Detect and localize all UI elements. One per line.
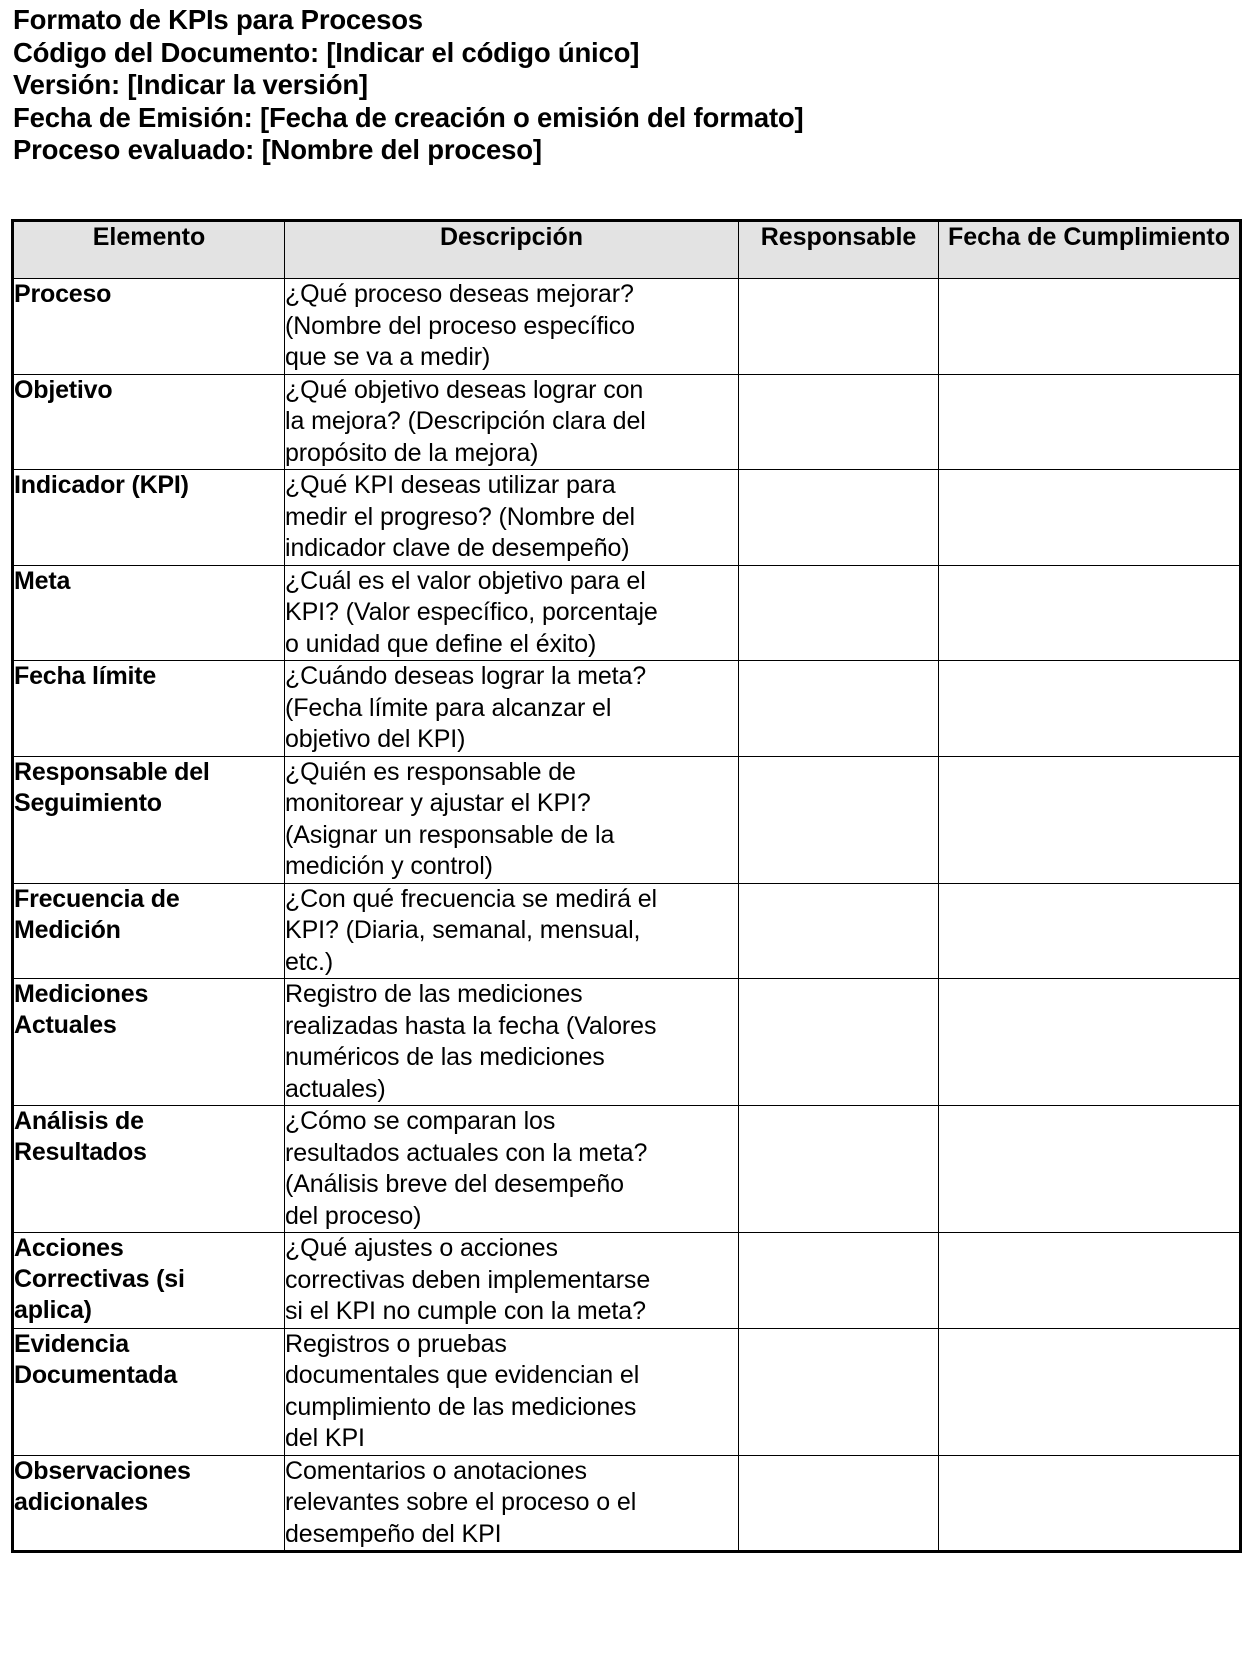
cell-elemento <box>13 374 285 470</box>
cell-responsable[interactable] <box>739 1455 939 1552</box>
cell-responsable[interactable] <box>739 979 939 1106</box>
kpi-table <box>11 219 1242 1553</box>
cell-fecha-cumplimiento[interactable] <box>939 1328 1241 1455</box>
table-row <box>13 883 1241 979</box>
table-row <box>13 279 1241 375</box>
cell-descripcion <box>285 565 739 661</box>
descripcion-line: etc.) <box>285 947 334 976</box>
cell-elemento <box>13 1233 285 1329</box>
cell-responsable[interactable] <box>739 1106 939 1233</box>
cell-fecha-cumplimiento[interactable] <box>939 883 1241 979</box>
descripcion-line: o unidad que define el éxito) <box>285 629 597 658</box>
cell-descripcion <box>285 1328 739 1455</box>
elemento-line: Mediciones <box>14 980 149 1008</box>
table-body <box>13 279 1241 1552</box>
descripcion-line: ¿Con qué frecuencia se medirá el <box>285 884 657 913</box>
cell-descripcion <box>285 756 739 883</box>
descripcion-line: medir el progreso? (Nombre del <box>285 502 635 531</box>
cell-descripcion <box>285 883 739 979</box>
elemento-line: adicionales <box>14 1487 148 1516</box>
descripcion-line: del KPI <box>285 1424 365 1452</box>
document-title: Formato de KPIs para Procesos <box>13 4 423 35</box>
descripcion-line: resultados actuales con la meta? <box>285 1138 648 1167</box>
descripcion-line: ¿Quién es responsable de <box>285 757 576 786</box>
column-header-fecha-cumplimiento: Fecha de Cumplimiento <box>939 221 1241 279</box>
descripcion-line: objetivo del KPI) <box>285 725 466 753</box>
cell-responsable[interactable] <box>739 374 939 470</box>
column-header-elemento: Elemento <box>13 221 285 279</box>
document-header-block <box>13 4 1243 167</box>
descripcion-line: Comentarios o anotaciones <box>285 1456 587 1485</box>
cell-fecha-cumplimiento[interactable] <box>939 661 1241 757</box>
table-row <box>13 1455 1241 1552</box>
descripcion-line: (Fecha límite para alcanzar el <box>285 693 612 722</box>
document-issue-date-line: Fecha de Emisión: [Fecha de creación o emisión del formato] <box>13 101 804 133</box>
descripcion-line: numéricos de las mediciones <box>285 1043 605 1071</box>
cell-fecha-cumplimiento[interactable] <box>939 470 1241 566</box>
elemento-line: Correctivas (si <box>14 1265 185 1293</box>
descripcion-line: desempeño del KPI <box>285 1519 502 1548</box>
descripcion-line: ¿Cómo se comparan los <box>285 1107 556 1135</box>
descripcion-line: (Nombre del proceso específico <box>285 311 635 340</box>
elemento-line: Acciones <box>14 1234 124 1262</box>
descripcion-line: KPI? (Diaria, semanal, mensual, <box>285 916 641 944</box>
descripcion-line: la mejora? (Descripción clara del <box>285 407 646 435</box>
descripcion-line: ¿Qué KPI deseas utilizar para <box>285 471 616 499</box>
cell-fecha-cumplimiento[interactable] <box>939 756 1241 883</box>
cell-descripcion <box>285 1233 739 1329</box>
descripcion-line: cumplimiento de las mediciones <box>285 1392 637 1421</box>
document-process-line: Proceso evaluado: [Nombre del proceso] <box>13 134 542 165</box>
cell-fecha-cumplimiento[interactable] <box>939 1106 1241 1233</box>
descripcion-line: que se va a medir) <box>285 343 491 371</box>
table-row <box>13 661 1241 757</box>
elemento-line: Documentada <box>14 1360 178 1389</box>
cell-elemento <box>13 661 285 757</box>
cell-descripcion <box>285 1455 739 1552</box>
elemento-line: Observaciones <box>14 1456 191 1485</box>
descripcion-line: monitorear y ajustar el KPI? <box>285 789 591 817</box>
descripcion-line: medición y control) <box>285 852 493 880</box>
table-header-row <box>13 221 1241 279</box>
cell-responsable[interactable] <box>739 756 939 883</box>
elemento-line: Responsable del <box>14 757 210 786</box>
cell-fecha-cumplimiento[interactable] <box>939 565 1241 661</box>
elemento-line: Análisis de <box>14 1107 144 1135</box>
cell-responsable[interactable] <box>739 1328 939 1455</box>
descripcion-line: documentales que evidencian el <box>285 1361 640 1389</box>
descripcion-line: KPI? (Valor específico, porcentaje <box>285 598 658 626</box>
table-row <box>13 565 1241 661</box>
document-version-line: Versión: [Indicar la versión] <box>13 69 368 100</box>
cell-fecha-cumplimiento[interactable] <box>939 979 1241 1106</box>
cell-descripcion <box>285 661 739 757</box>
descripcion-line: si el KPI no cumple con la meta? <box>285 1297 646 1325</box>
table-header <box>13 221 1241 279</box>
cell-responsable[interactable] <box>739 883 939 979</box>
cell-responsable[interactable] <box>739 1233 939 1329</box>
descripcion-line: actuales) <box>285 1074 386 1103</box>
descripcion-line: del proceso) <box>285 1201 422 1230</box>
descripcion-line: realizadas hasta la fecha (Valores <box>285 1011 657 1040</box>
cell-elemento <box>13 1455 285 1552</box>
cell-descripcion <box>285 374 739 470</box>
descripcion-line: correctivas deben implementarse <box>285 1265 651 1294</box>
elemento-line: Evidencia <box>14 1329 129 1358</box>
elemento-line: Indicador (KPI) <box>14 471 189 499</box>
descripcion-line: relevantes sobre el proceso o el <box>285 1488 637 1516</box>
elemento-line: Seguimiento <box>14 788 162 817</box>
descripcion-line: propósito de la mejora) <box>285 438 539 467</box>
table-row <box>13 1106 1241 1233</box>
column-header-responsable: Responsable <box>739 221 939 279</box>
cell-elemento <box>13 470 285 566</box>
column-header-descripcion: Descripción <box>285 221 739 279</box>
document-code-line: Código del Documento: [Indicar el código único] <box>13 36 640 68</box>
descripcion-line: ¿Qué objetivo deseas lograr con <box>285 375 644 404</box>
cell-responsable[interactable] <box>739 565 939 661</box>
cell-descripcion <box>285 1106 739 1233</box>
cell-descripcion <box>285 470 739 566</box>
elemento-line: Meta <box>14 566 71 595</box>
cell-descripcion <box>285 979 739 1106</box>
elemento-line: aplica) <box>14 1296 92 1324</box>
cell-fecha-cumplimiento[interactable] <box>939 374 1241 470</box>
cell-responsable[interactable] <box>739 661 939 757</box>
descripcion-line: (Análisis breve del desempeño <box>285 1170 624 1198</box>
cell-elemento <box>13 279 285 375</box>
descripcion-line: ¿Qué ajustes o acciones <box>285 1234 558 1262</box>
cell-fecha-cumplimiento[interactable] <box>939 1233 1241 1329</box>
elemento-line: Frecuencia de <box>14 884 180 913</box>
table-row <box>13 1328 1241 1455</box>
cell-fecha-cumplimiento[interactable] <box>939 279 1241 375</box>
cell-responsable[interactable] <box>739 279 939 375</box>
descripcion-line: ¿Qué proceso deseas mejorar? <box>285 280 634 308</box>
cell-elemento <box>13 883 285 979</box>
cell-descripcion <box>285 279 739 375</box>
cell-responsable[interactable] <box>739 470 939 566</box>
descripcion-line: ¿Cuándo deseas lograr la meta? <box>285 662 647 690</box>
cell-elemento <box>13 979 285 1106</box>
descripcion-line: Registro de las mediciones <box>285 980 583 1008</box>
cell-fecha-cumplimiento[interactable] <box>939 1455 1241 1552</box>
cell-elemento <box>13 1106 285 1233</box>
cell-elemento <box>13 756 285 883</box>
table-row <box>13 470 1241 566</box>
cell-elemento <box>13 565 285 661</box>
descripcion-line: (Asignar un responsable de la <box>285 820 615 849</box>
table-row <box>13 374 1241 470</box>
table-row <box>13 979 1241 1106</box>
elemento-line: Objetivo <box>14 375 113 404</box>
elemento-line: Proceso <box>14 280 112 308</box>
table-row <box>13 1233 1241 1329</box>
cell-elemento <box>13 1328 285 1455</box>
elemento-line: Resultados <box>14 1138 147 1166</box>
descripcion-line: indicador clave de desempeño) <box>285 534 630 562</box>
elemento-line: Actuales <box>14 1011 117 1039</box>
table-row <box>13 756 1241 883</box>
descripcion-line: ¿Cuál es el valor objetivo para el <box>285 566 646 595</box>
descripcion-line: Registros o pruebas <box>285 1329 507 1358</box>
elemento-line: Fecha límite <box>14 662 157 690</box>
elemento-line: Medición <box>14 915 121 944</box>
kpi-table-container <box>11 219 1239 1553</box>
